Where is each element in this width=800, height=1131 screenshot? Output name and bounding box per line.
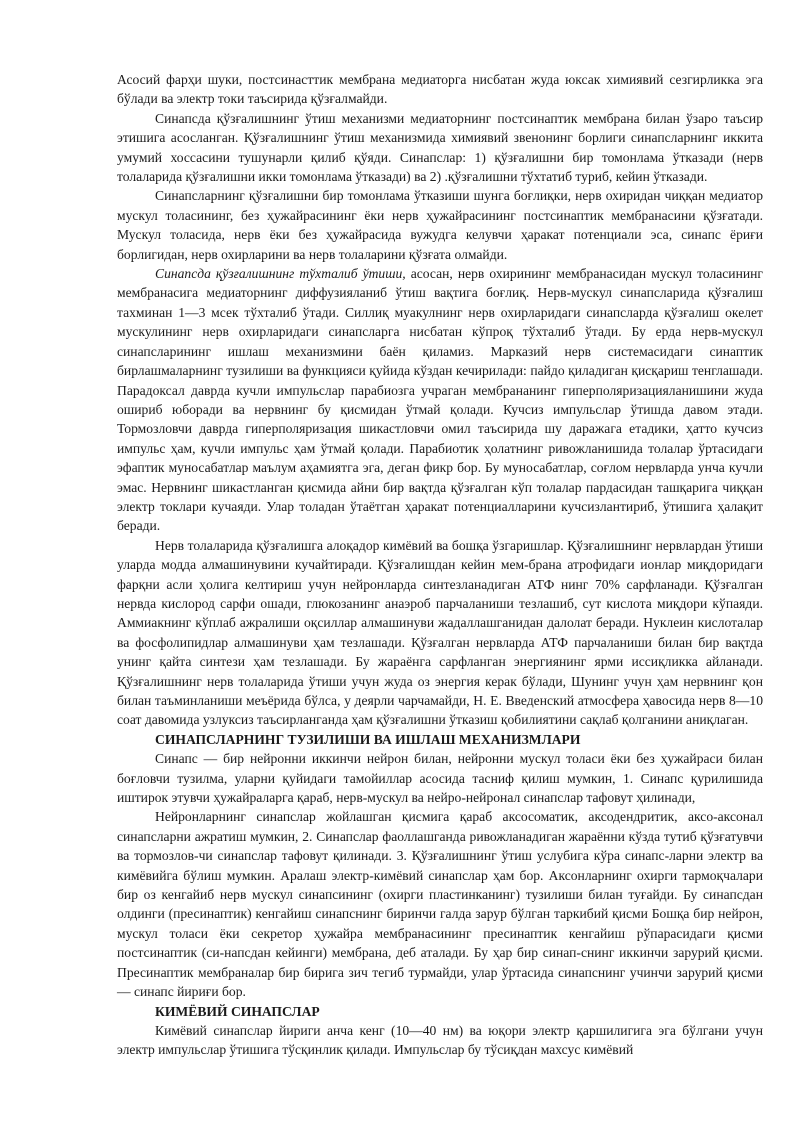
paragraph-synapse-mechanism: Синапсда қўзғалишнинг ўтиш механизми медиаторнинг постсинаптик мембрана билан ўзаро таъсир этишига асосланган. Қўзғалишнинг ўтиш механизмида химиявий звенонинг борлиги синапсларнинг иккита умумий хоссасини тушунарли қилиб қўяди. Синапслар: 1) қўзғалишни бир томонлама ўтказади (нерв толаларида қўзғалишни икки томонлама ўтказади) ва 2) .қўзғалишни тўхтатиб туриб, кейин ўтказади. (117, 110, 763, 185)
paragraph-synapse-definition: Синапс — бир нейронни иккинчи нейрон билан, нейронни мускул толаси ёки без ҳужайраси билан боғловчи тузилма, уларни қуйидаги тамойиллар асосида тасниф қилиш мумкин, 1. Синапс қурилишида иштирок этувчи ҳужайраларга қараб, нерв-мускул ва нейро-нейронал синапслар тафовут ҳилинади, (117, 751, 763, 806)
paragraph-synapse-classification: Нейронларнинг синапслар жойлашган қисмига қараб аксосоматик, аксодендритик, аксо-аксонал синапсларни ажратиш мумкин, 2. Синапслар фаоллашганда ривожланадиган жараённи кўзда тутиб қўзғатувчи ва тормозлов-чи синапслар тафовут қилинади. 3. Қўзғалишнинг ўтиш услубига кўра синапс-ларни электр ва кимёвийга бўлиш мумкин. Аралаш электр-кимёвий синапслар ҳам бор. Аксонларнинг охирги тармоқчалари бир оз кенгайиб нерв мускул синапсининг (охирги пластинканинг) тузилиши билан туғайди. Бу синапсдан олдинги (пресинаптик) кенгайиш синапснинг биринчи галда зарур бўлган таркибий қисми Бошқа бир нейрон, мускул толаси ёки секретор ҳужайра мембранасининг пресинаптик кенгайиш рўпарасидаги қисми постсинаптик (си-напсдан кейинги) мембрана, деб аталади. Бу ҳар бир синап-снинг иккинчи зарурий қисми. Пресинаптик мембраналар бир бирига зич тегиб турмайди, улар ўртасида синапснинг учинчи зарурий қисми — синапс йириғи бор. (117, 809, 763, 1000)
paragraph-synaptic-delay (117, 264, 763, 536)
paragraph-chemical-synapses: Кимёвий синапслар йириги анча кенг (10—40 нм) ва юқори электр қаршилигига эга бўлгани учун электр импульслар ўтишига тўсқинлик қилади. Импульслар бу тўсиқдан махсус кимёвий (117, 1022, 763, 1058)
italic-lead-phrase: Синапсда қўзғалишнинг тўхталиб ўтиши, (155, 266, 406, 282)
document-page (117, 70, 763, 1060)
paragraph-synaptic-delay-body: асосан, нерв охирининг мембранасидан мускул толасининг мембранасига медиаторнинг диффузияланиб ўтиш вақтига боғлиқ. Нерв-мускул синапсларида қўзғалиш тахминан 1—3 мсек тўхталиб ўтади. Силлиқ муакулнинг нерв охирларидаги синапсларда қўзғалиш окелет мускулининг нерв охирларидаги синапсларга нисбатан кўпроқ тўхталиб ўтади. Бу ерда нерв-мускул синапсларининг ишлаш механизмини баён қиламиз. Марказий нерв системасидаги синаптик бирлашмаларнинг тузилиши ва функцияси қуйида кўздан кечирилади: пайдо қиладиган қисқариш тенглашади. Парадоксал даврда кучли импульслар парабиозга учраган мембрананинг гиперполяризацияланишини жуда ошириб юборади ва нервнинг бу қисмидан ўтмай қолади. Кучсиз импульслар ўтишда давом этади. Тормозловчи даврда гиперполяризация шикастловчи омил таъсирида шу даражага етадики, ҳатто кучсиз импульс ҳам, кучли импульс ҳам ўтмай қолади. Парабиотик ҳолатнинг ривожланишида толалар ўртасидаги эфаптик муносабатлар маълум аҳамиятга эга, деган фикр бор. Бу муносабатлар, соғлом нервларда унча кучли эмас. Нервнинг шикастланган қисмида айни бир вақтда қўзғалган кўп толалар пардасидан ташқарига чиққан электр токлари кучаяди. Улар толадан ўтаётган ҳаракат потенциалларини кучсизлантириб, ўтишига ҳалақит беради. (117, 266, 763, 534)
paragraph-chemical-changes: Нерв толаларида қўзғалишга алоқадор кимёвий ва бошқа ўзгаришлар. Қўзғалишнинг нервлардан ўтиши уларда модда алмашинувини кучайтиради. Қўзғалишдан кейин мем-брана атрофидаги ионлар миқдоридаги фарқни асли ҳолига келтириш учун нейронларда синтезланадиган АТФ нинг 70% сарфланади. Қўзғалган нервда кислород сарфи ошади, глюкозанинг анаэроб парчаланиши тезлашиб, сут кислота миқдори кўпаяди. Аммиакнинг кўплаб ажралиши оқсиллар алмашинуви жадаллашганидан далолат беради. Нуклеин кислоталар ва фосфолипидлар алмашинуви ҳам тезлашади. Қўзғалган нервларда АТФ парчаланиши билан бир вақтда унинг қайта синтези ҳам тезлашади. Бу жараёнга сарфланган энергиянинг ярми иссиқликка айланади. Қўзғалишнинг нерв толаларида ўтиши учун жуда оз энергия керак бўлади, Шунинг учун ҳам нервнинг қон билан таъминланиши меъёрида бўлса, у деярли чарчамайди, Н. Е. Введенский атмосфера ҳавосида нерв 8—10 соат давомида узлуксиз таъсирланганда ҳам қўзғалишни ўтказиш қобилиятини сақлаб қолганини аниқлаган. (117, 537, 763, 728)
section-heading-synapse-structure: СИНАПСЛАРНИНГ ТУЗИЛИШИ ВА ИШЛАШ МЕХАНИЗМЛАРИ (155, 731, 581, 747)
paragraph-one-way-conduction: Синапсларнинг қўзғалишни бир томонлама ўтказиши шунга боғлиқки, нерв охиридан чиққан медиатор мускул толасининг, без ҳужайрасининг ёки нерв ҳужайрасининг постсинаптик мембранасини қўзғатади. Мускул толасида, нерв ёки без ҳужайрасида вужудга келувчи ҳаракат потенциали эса, синапс ёриғи борлигидан, нерв охирларини ва нерв толаларини қўзғата олмайди. (117, 188, 763, 262)
section-heading-chemical-synapses: КИМЁВИЙ СИНАПСЛАР (155, 1003, 320, 1019)
paragraph-intro: Асосий фарҳи шуки, постсинасттик мембрана медиаторга нисбатан жуда юксак химиявий сезгирликка эга бўлади ва электр токи таъсирида қўзғалмайди. (117, 72, 763, 107)
